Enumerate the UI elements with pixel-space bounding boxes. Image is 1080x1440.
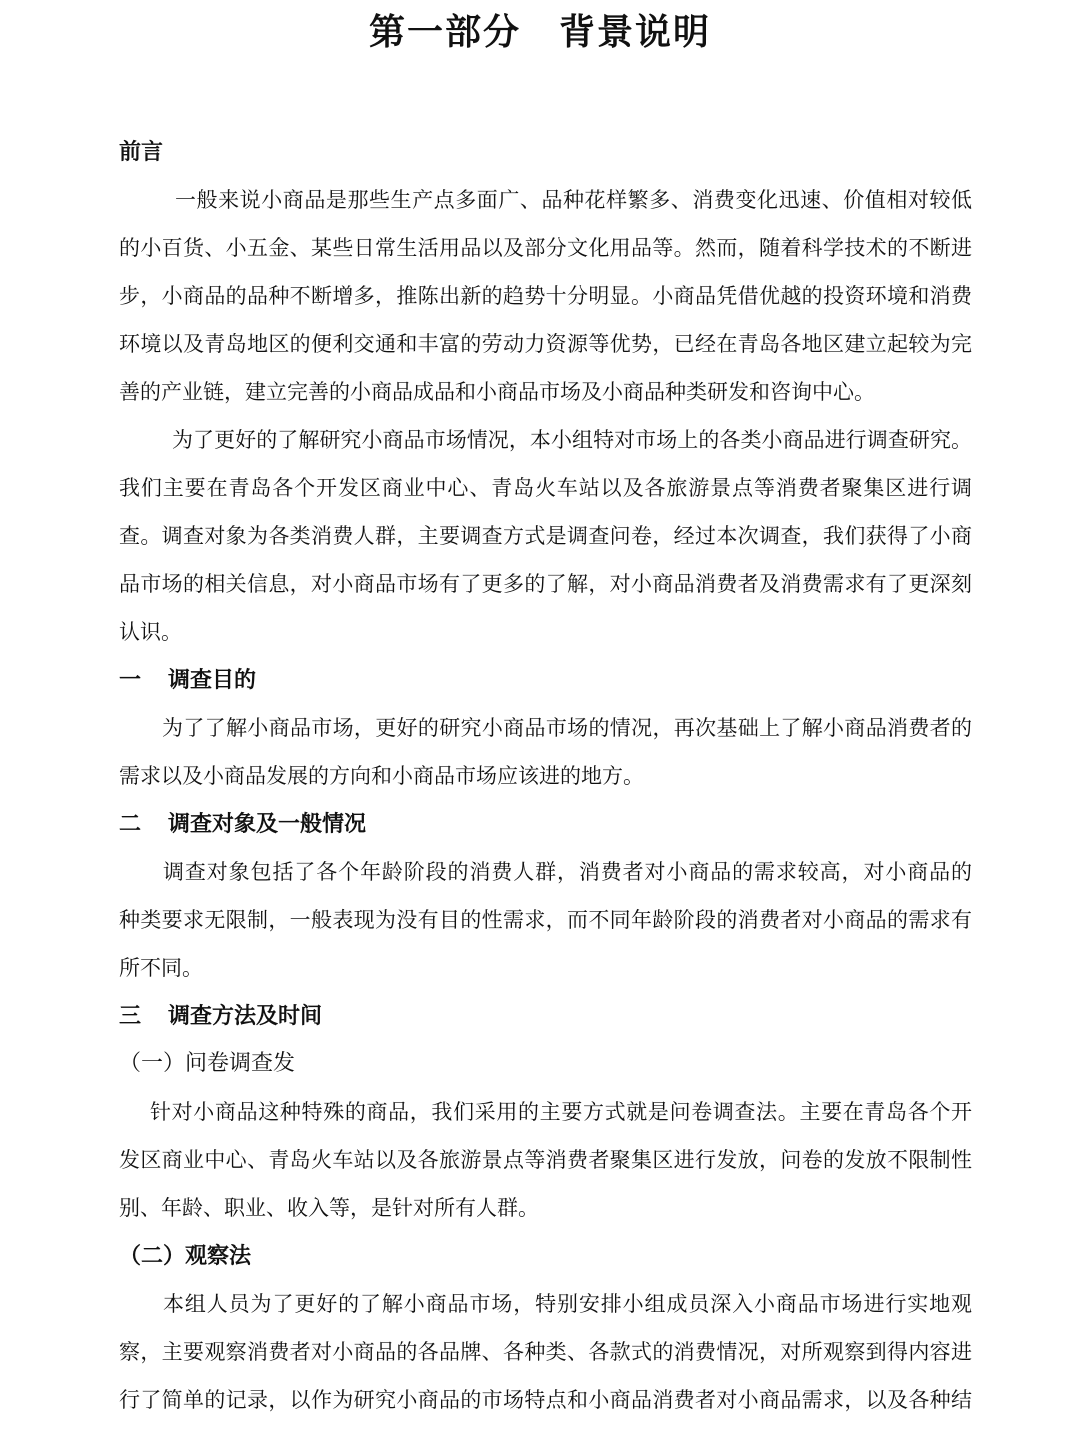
preface-heading: 前言 <box>119 139 164 165</box>
preface-paragraph-1 <box>119 176 972 416</box>
text-line: 为了更好的了解研究小商品市场情况，本小组特对市场上的各类小商品进行调查研究。 <box>172 428 972 452</box>
document-body <box>119 128 972 1424</box>
text-line: 环境以及青岛地区的便利交通和丰富的劳动力资源等优势，已经在青岛各地区建立起较为完 <box>119 332 972 356</box>
subsection-heading-2: （二）观察法 <box>119 1243 252 1269</box>
subsection-heading-1: （一）问卷调查发 <box>119 1051 296 1076</box>
text-line: 查。调查对象为各类消费人群，主要调查方式是调查问卷，经过本次调查，我们获得了小商 <box>119 524 972 548</box>
text-line: 行了简单的记录，以作为研究小商品的市场特点和小商品消费者对小商品需求，以及各种结 <box>119 1388 972 1412</box>
section-2-paragraph <box>119 848 972 992</box>
text-line: 善的产业链，建立完善的小商品成品和小商品市场及小商品种类研发和咨询中心。 <box>119 380 875 404</box>
text-line: 种类要求无限制，一般表现为没有目的性需求，而不同年龄阶段的消费者对小商品的需求有 <box>119 908 972 932</box>
section-title: 调查目的 <box>168 667 257 693</box>
text-line: 我们主要在青岛各个开发区商业中心、青岛火车站以及各旅游景点等消费者聚集区进行调 <box>119 476 972 500</box>
section-number: 一 <box>119 667 142 693</box>
text-line: 为了了解小商品市场，更好的研究小商品市场的情况，再次基础上了解小商品消费者的 <box>162 716 972 740</box>
text-line: 察，主要观察消费者对小商品的各品牌、各种类、各款式的消费情况，对所观察到得内容进 <box>119 1340 972 1364</box>
text-line: 认识。 <box>119 620 182 644</box>
section-title: 调查对象及一般情况 <box>168 811 367 837</box>
text-line: 别、年龄、职业、收入等，是针对所有人群。 <box>119 1196 539 1220</box>
section-number: 二 <box>119 811 142 837</box>
text-line: 本组人员为了更好的了解小商品市场，特别安排小组成员深入小商品市场进行实地观 <box>163 1292 972 1316</box>
preface-paragraph-2 <box>119 416 972 656</box>
text-line: 需求以及小商品发展的方向和小商品市场应该进的地方。 <box>119 764 644 788</box>
section-heading-2 <box>119 800 972 848</box>
section-title: 调查方法及时间 <box>168 1003 323 1029</box>
text-line: 一般来说小商品是那些生产点多面广、品种花样繁多、消费变化迅速、价值相对较低 <box>175 188 972 212</box>
subsection-2-paragraph <box>119 1280 972 1424</box>
section-heading-3 <box>119 992 972 1040</box>
text-line: 步，小商品的品种不断增多，推陈出新的趋势十分明显。小商品凭借优越的投资环境和消费 <box>119 284 972 308</box>
page-title: 第一部分 背景说明 <box>368 11 711 53</box>
section-number: 三 <box>119 1003 142 1029</box>
text-line: 的小百货、小五金、某些日常生活用品以及部分文化用品等。然而，随着科学技术的不断进 <box>119 236 972 260</box>
text-line: 针对小商品这种特殊的商品，我们采用的主要方式就是问卷调查法。主要在青岛各个开 <box>150 1100 972 1124</box>
section-1-paragraph <box>119 704 972 800</box>
subsection-1-paragraph <box>119 1088 972 1232</box>
section-heading-1 <box>119 656 972 704</box>
text-line: 所不同。 <box>119 956 203 980</box>
text-line: 发区商业中心、青岛火车站以及各旅游景点等消费者聚集区进行发放，问卷的发放不限制性 <box>119 1148 972 1172</box>
text-line: 调查对象包括了各个年龄阶段的消费人群，消费者对小商品的需求较高，对小商品的 <box>163 860 972 884</box>
text-line: 品市场的相关信息，对小商品市场有了更多的了解，对小商品消费者及消费需求有了更深刻 <box>119 572 972 596</box>
